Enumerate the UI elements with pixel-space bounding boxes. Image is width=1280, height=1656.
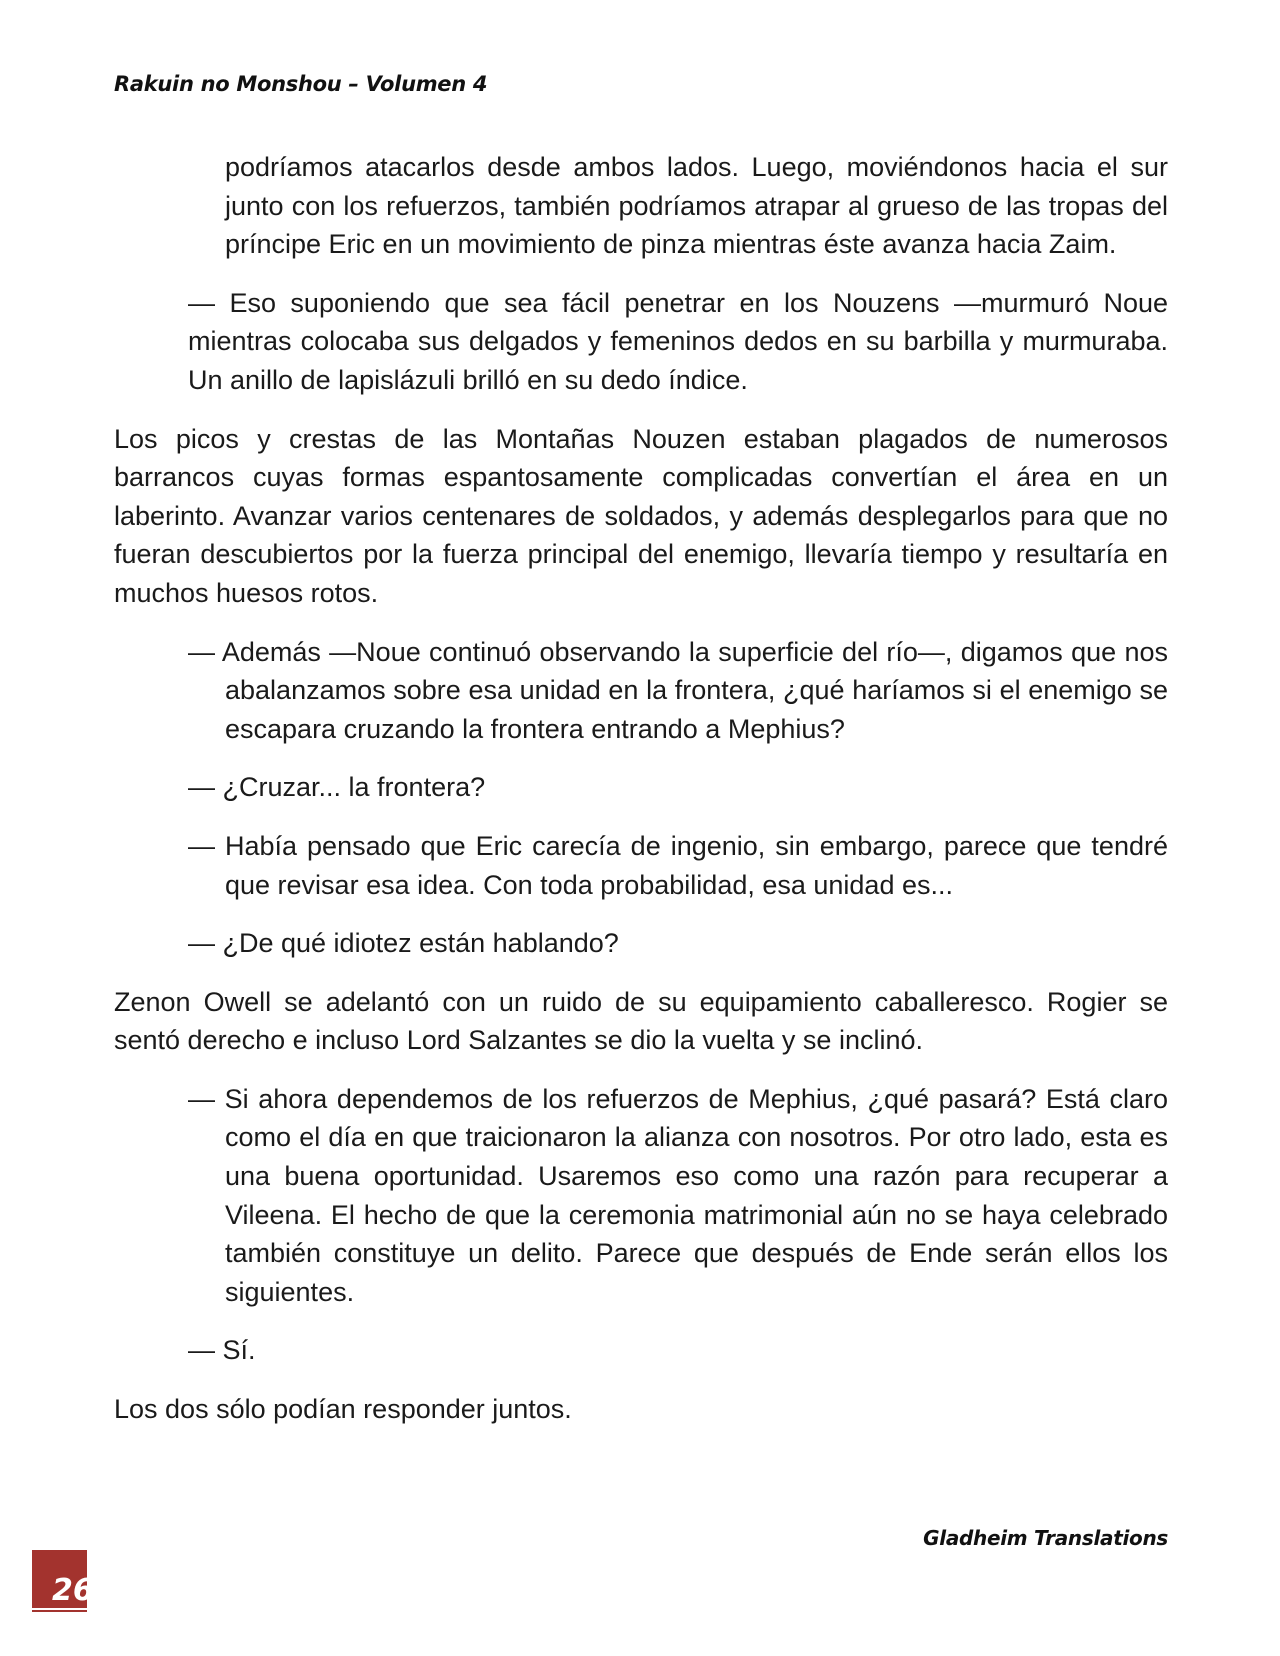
page-number-underline — [32, 1608, 87, 1610]
paragraph-narration: Zenon Owell se adelantó con un ruido de su equipamiento caballeresco. Rogier se sentó derecho e incluso Lord Salzantes se dio la vuelta y se inclinó. — [114, 986, 1168, 1056]
paragraph-narration: Los picos y crestas de las Montañas Nouzen estaban plagados de numerosos barrancos cuyas formas espantosamente complicadas convertían el área en un laberinto. Avanzar varios centenares de soldados, y además desplegarlos para que no fueran descubiertos por la fuerza principal del enemigo, llevaría tiempo y resultaría en muchos huesos rotos. — [114, 423, 1168, 608]
running-footer-credit: Gladheim Translations — [923, 1526, 1168, 1550]
running-header: Rakuin no Monshou – Volumen 4 — [114, 72, 488, 96]
paragraph-continuation: podríamos atacarlos desde ambos lados. Luego, moviéndonos hacia el sur junto con los refuerzos, también podríamos atrapar al grueso de las tropas del príncipe Eric en un movimiento de pinza mientras éste avanza hacia Zaim. — [225, 152, 1168, 260]
paragraph-dialogue: — Eso suponiendo que sea fácil penetrar en los Nouzens —murmuró Noue mientras colocaba sus delgados y femeninos dedos en su barbilla y murmuraba. Un anillo de lapislázuli brilló en su dedo índice. — [188, 287, 1168, 395]
page-number-badge — [32, 1550, 94, 1612]
paragraph-dialogue: — Si ahora dependemos de los refuerzos de Mephius, ¿qué pasará? Está claro como el día en que traicionaron la alianza con nosotros. Por otro lado, esta es una buena oportunidad. Usaremos eso como una razón para recuperar a Vileena. El hecho de que la ceremonia matrimonial aún no se haya celebrado también constituye un delito. Parece que después de Ende serán ellos los siguientes. — [188, 1083, 1168, 1307]
paragraph-dialogue: — Sí. — [188, 1335, 256, 1366]
paragraph-narration: Los dos sólo podían responder juntos. — [114, 1394, 572, 1425]
page-number: 26 — [52, 1573, 94, 1608]
paragraph-dialogue: — ¿De qué idiotez están hablando? — [188, 928, 619, 959]
paragraph-dialogue: — Además —Noue continuó observando la superficie del río—, digamos que nos abalanzamos sobre esa unidad en la frontera, ¿qué haríamos si el enemigo se escapara cruzando la frontera entrando a Mephius? — [188, 636, 1168, 744]
body-text — [114, 148, 1168, 1449]
paragraph-dialogue: — Había pensado que Eric carecía de ingenio, sin embargo, parece que tendré que revisar esa idea. Con toda probabilidad, esa unidad es... — [188, 830, 1168, 900]
paragraph-dialogue: — ¿Cruzar... la frontera? — [188, 772, 486, 803]
